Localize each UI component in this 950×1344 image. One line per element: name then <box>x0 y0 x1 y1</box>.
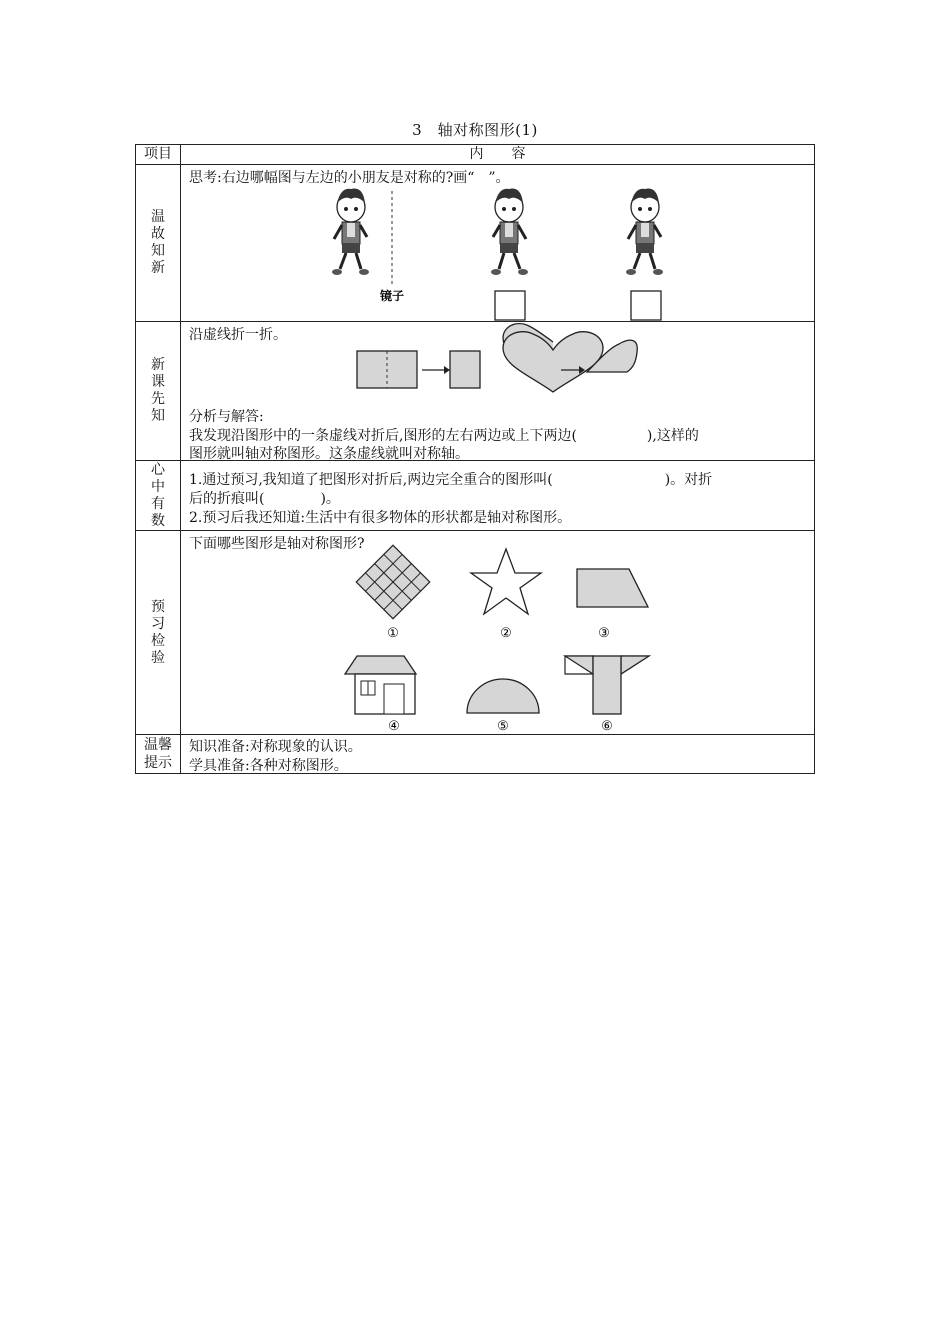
answer-box-1[interactable] <box>495 291 525 320</box>
child-figure-option-2 <box>626 189 663 275</box>
row-label-check: 预习检验 <box>136 531 181 735</box>
star-shape <box>471 549 541 614</box>
child-figure-left <box>332 189 369 275</box>
tips-line-1: 知识准备:对称现象的认识。 <box>189 739 362 755</box>
summary-content <box>181 461 815 531</box>
row-review <box>136 165 815 322</box>
header-content: 内 容 <box>181 145 815 165</box>
shape-label-6: ⑥ <box>601 719 613 734</box>
new-lesson-content <box>181 322 815 461</box>
tips-content <box>181 735 815 774</box>
summary-line-2: 后的折痕叫( )。 <box>189 491 340 507</box>
tips-line-2: 学具准备:各种对称图形。 <box>189 758 348 774</box>
row-label-tips: 温馨 提示 <box>136 735 181 774</box>
review-figures <box>181 165 815 322</box>
check-figures <box>181 531 815 735</box>
check-question: 下面哪些图形是轴对称图形? <box>189 536 365 552</box>
heart-shape <box>503 332 603 392</box>
row-summary <box>136 461 815 531</box>
review-content <box>181 165 815 322</box>
summary-line-1: 1.通过预习,我知道了把图形对折后,两边完全重合的图形叫( )。对折 <box>189 472 713 488</box>
child-figure-option-1 <box>491 189 528 275</box>
shape-label-1: ① <box>387 626 399 641</box>
lattice-shape <box>356 545 430 619</box>
check-content <box>181 531 815 735</box>
shape-label-3: ③ <box>598 626 610 641</box>
fold-instruction: 沿虚线折一折。 <box>189 327 287 343</box>
answer-box-2[interactable] <box>631 291 661 320</box>
mirror-label: 镜子 <box>379 289 405 303</box>
trapezoid-shape <box>577 569 648 607</box>
page-title: 3 轴对称图形(1) <box>412 121 538 139</box>
header-row <box>136 145 815 165</box>
analysis-line-2: 图形就叫轴对称图形。这条虚线就叫对称轴。 <box>189 446 469 462</box>
row-label-review: 温故知新 <box>136 165 181 322</box>
row-new-lesson <box>136 322 815 461</box>
row-label-new-lesson: 新课先知 <box>136 322 181 461</box>
worksheet-table <box>135 144 815 774</box>
row-label-summary: 心中有数 <box>136 461 181 531</box>
analysis-title: 分析与解答: <box>189 409 264 425</box>
t-shape <box>565 656 649 714</box>
row-check <box>136 531 815 735</box>
semicircle-shape <box>467 679 539 713</box>
shape-label-4: ④ <box>388 719 400 734</box>
folded-rectangle <box>450 351 480 388</box>
analysis-line-1: 我发现沿图形中的一条虚线对折后,图形的左右两边或上下两边( ),这样的 <box>189 428 699 444</box>
house-shape <box>345 656 416 714</box>
shape-label-2: ② <box>500 626 512 641</box>
header-item: 项目 <box>136 145 181 165</box>
shape-label-5: ⑤ <box>497 719 509 734</box>
summary-line-3: 2.预习后我还知道:生活中有很多物体的形状都是轴对称图形。 <box>189 510 572 526</box>
review-question: 思考:右边哪幅图与左边的小朋友是对称的?画“ ”。 <box>189 170 510 186</box>
row-tips <box>136 735 815 774</box>
